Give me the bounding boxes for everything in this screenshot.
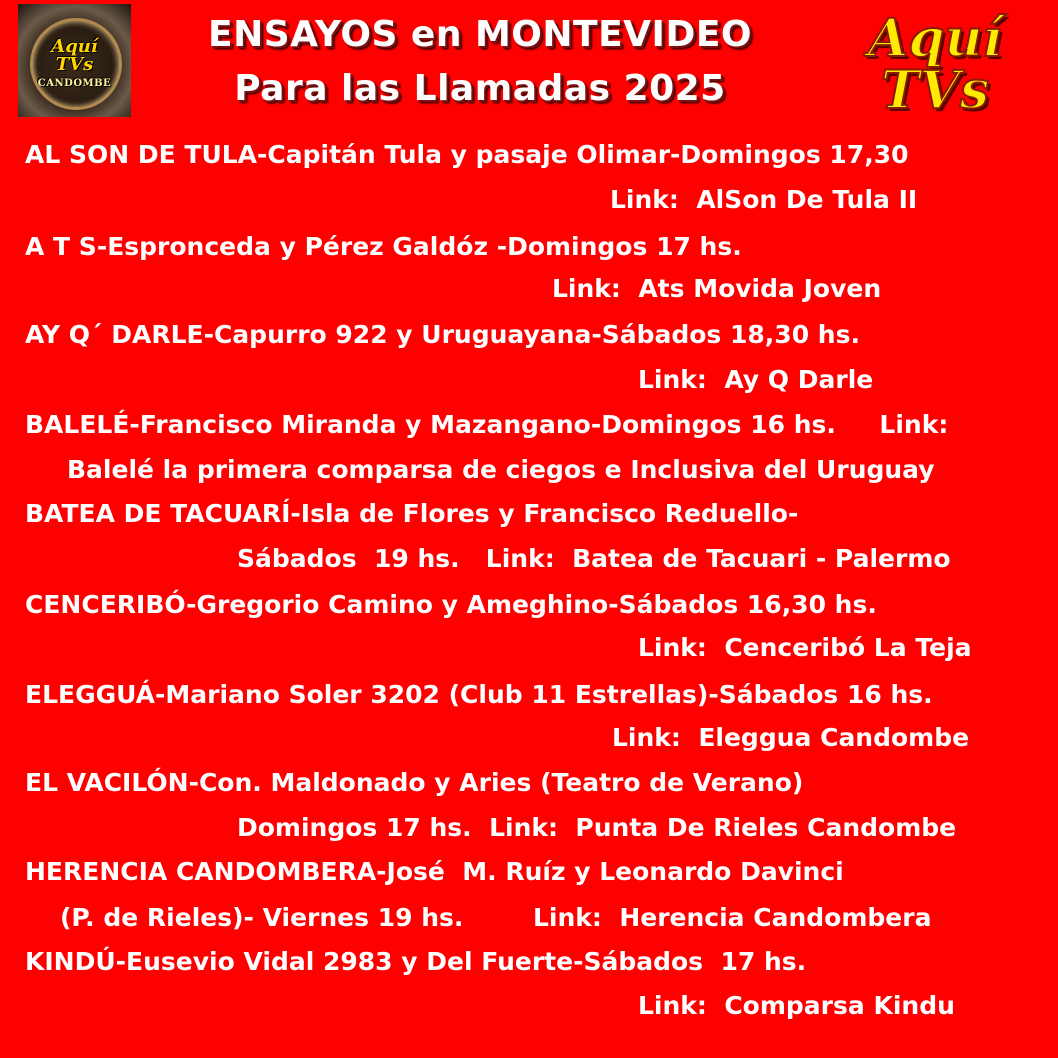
logo-line-3: CANDOMBE	[37, 78, 112, 89]
rehearsal-balele: BALELÉ-Francisco Miranda y Mazangano-Domingos 16 hs. Link:	[25, 410, 949, 439]
rehearsal-eleggua: ELEGGUÁ-Mariano Soler 3202 (Club 11 Estrellas)-Sábados 16 hs.	[25, 680, 933, 709]
brand-wordmark-line-2: TVs	[880, 60, 990, 121]
aqui-tvs-candombe-logo	[18, 4, 131, 117]
link-kindu[interactable]: Link: Comparsa Kindu	[638, 991, 955, 1020]
link-ay-q-darle[interactable]: Link: Ay Q Darle	[638, 365, 874, 394]
rehearsal-cenceribo: CENCERIBÓ-Gregorio Camino y Ameghino-Sábados 16,30 hs.	[25, 590, 877, 619]
link-eleggua[interactable]: Link: Eleggua Candombe	[612, 723, 970, 752]
link-cenceribo[interactable]: Link: Cenceribó La Teja	[638, 633, 972, 662]
logo-line-1: Aquí	[51, 36, 98, 57]
page-title-line-2: Para las Llamadas 2025	[234, 68, 726, 109]
rehearsal-ay-q-darle: AY Q´ DARLE-Capurro 922 y Uruguayana-Sábados 18,30 hs.	[25, 320, 860, 349]
rehearsal-batea-de-tacuari: BATEA DE TACUARÍ-Isla de Flores y Francisco Reduello-	[25, 499, 799, 528]
link-batea-de-tacuari[interactable]: Sábados 19 hs. Link: Batea de Tacuari - Palermo	[237, 544, 951, 573]
link-ats[interactable]: Link: Ats Movida Joven	[552, 274, 882, 303]
rehearsal-al-son-de-tula: AL SON DE TULA-Capitán Tula y pasaje Olimar-Domingos 17,30	[25, 140, 909, 169]
logo-line-2: TVs	[55, 54, 94, 75]
link-balele[interactable]: Balelé la primera comparsa de ciegos e Inclusiva del Uruguay	[67, 455, 935, 484]
page-title-line-1: ENSAYOS en MONTEVIDEO	[207, 14, 753, 55]
rehearsal-el-vacilon: EL VACILÓN-Con. Maldonado y Aries (Teatro de Verano)	[25, 768, 804, 797]
link-herencia-candombera[interactable]: (P. de Rieles)- Viernes 19 hs. Link: Herencia Candombera	[60, 903, 932, 932]
link-el-vacilon[interactable]: Domingos 17 hs. Link: Punta De Rieles Candombe	[237, 813, 957, 842]
brand-wordmark-line-1: Aquí	[867, 8, 1003, 69]
rehearsal-kindu: KINDÚ-Eusevio Vidal 2983 y Del Fuerte-Sábados 17 hs.	[25, 947, 807, 976]
rehearsal-herencia-candombera: HERENCIA CANDOMBERA-José M. Ruíz y Leonardo Davinci	[25, 857, 844, 886]
link-al-son-de-tula[interactable]: Link: AlSon De Tula II	[610, 185, 918, 214]
rehearsal-ats: A T S-Espronceda y Pérez Galdóz -Domingos 17 hs.	[25, 232, 742, 261]
